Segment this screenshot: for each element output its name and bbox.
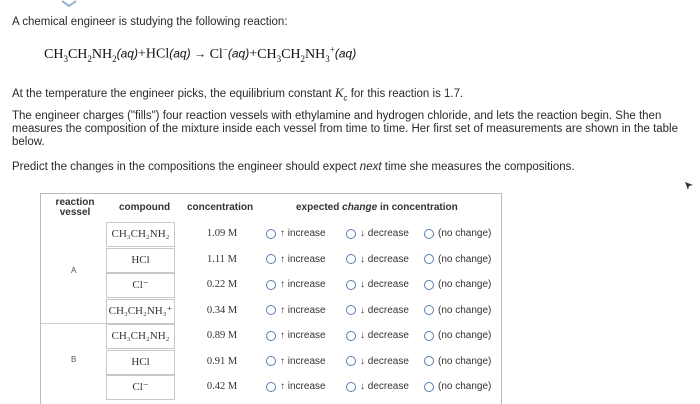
option-label: ↓ decrease	[360, 279, 409, 290]
equilibrium-constant-text: At the temperature the engineer picks, the equilibrium constant $K_c$ for this reaction is 1.7.	[12, 85, 464, 103]
radio-button[interactable]	[266, 356, 276, 366]
product-ethylammonium: $CH_3CH_2NH_3^+$	[257, 44, 335, 64]
radio-button[interactable]	[266, 280, 276, 290]
radio-button[interactable]	[266, 382, 276, 392]
option-label: (no change)	[438, 304, 492, 316]
reaction-equation: $CH_3CH_2NH_2(aq)+HCl(aq) \to Cl^-(aq)+CH_3CH_2NH_3^+(aq)$	[44, 44, 357, 64]
radio-button[interactable]	[346, 356, 356, 366]
concentration-value: 1.11 M	[207, 253, 237, 265]
vessel-label: A	[71, 266, 77, 275]
radio-button[interactable]	[424, 254, 434, 264]
radio-button[interactable]	[266, 254, 276, 264]
radio-button[interactable]	[346, 280, 356, 290]
radio-button[interactable]	[424, 382, 434, 392]
radio-button[interactable]	[346, 254, 356, 264]
option-label: ↓ decrease	[360, 381, 409, 392]
option-label: ↑ increase	[280, 253, 326, 265]
decrease-option[interactable]	[346, 305, 409, 316]
header-vessel: reaction vessel	[55, 197, 95, 218]
increase-option[interactable]	[266, 381, 326, 392]
vessel-divider	[41, 323, 106, 324]
cursor-icon	[684, 181, 694, 191]
no-change-option[interactable]	[424, 228, 491, 239]
header-concentration: concentration	[187, 202, 254, 213]
reactant-hcl: HCl	[145, 46, 170, 62]
concentration-value: 0.89 M	[206, 330, 238, 341]
header-expected-change: expected change in concentration	[296, 202, 458, 213]
decrease-option[interactable]	[346, 279, 409, 290]
no-change-option[interactable]	[424, 279, 491, 290]
concentration-value: 0.34 M	[206, 304, 238, 316]
compound-cell: CH₃CH₂NH₂	[106, 222, 175, 247]
option-label: ↑ increase	[280, 304, 326, 316]
option-label: ↑ increase	[280, 355, 326, 367]
option-label: (no change)	[438, 253, 492, 265]
decrease-option[interactable]	[346, 381, 409, 392]
option-label: ↓ decrease	[360, 355, 409, 367]
concentration-value: 0.42 M	[206, 381, 238, 392]
compound-cell: Cl⁻	[106, 375, 175, 400]
measurements-table	[40, 193, 502, 404]
radio-button[interactable]	[266, 229, 276, 239]
radio-button[interactable]	[424, 331, 434, 341]
radio-button[interactable]	[346, 305, 356, 315]
option-label: ↓ decrease	[360, 228, 409, 239]
option-label: ↑ increase	[280, 279, 326, 290]
increase-option[interactable]	[266, 279, 326, 290]
intro-text: A chemical engineer is studying the following reaction:	[12, 16, 288, 28]
compound-cell: CH₃CH₂NH₂	[106, 324, 175, 349]
option-label: ↑ increase	[280, 228, 326, 239]
vessel-label: B	[71, 355, 77, 365]
decrease-option[interactable]	[346, 254, 409, 265]
concentration-value: 0.91 M	[206, 355, 238, 367]
no-change-option[interactable]	[424, 381, 491, 392]
compound-cell: HCl	[106, 248, 175, 273]
increase-option[interactable]	[266, 330, 326, 341]
decrease-option[interactable]	[346, 228, 409, 239]
option-label: ↑ increase	[280, 330, 326, 341]
increase-option[interactable]	[266, 228, 326, 239]
reaction-arrow: →	[194, 46, 207, 61]
option-label: (no change)	[438, 355, 492, 367]
option-label: (no change)	[438, 228, 492, 239]
radio-button[interactable]	[424, 280, 434, 290]
no-change-option[interactable]	[424, 254, 491, 265]
increase-option[interactable]	[266, 356, 326, 367]
no-change-option[interactable]	[424, 356, 491, 367]
radio-button[interactable]	[266, 331, 276, 341]
option-label: (no change)	[438, 279, 492, 290]
radio-button[interactable]	[346, 382, 356, 392]
option-label: (no change)	[438, 330, 492, 341]
radio-button[interactable]	[346, 229, 356, 239]
option-label: ↓ decrease	[360, 253, 409, 265]
chevron-down-icon[interactable]	[60, 0, 78, 8]
option-label: ↓ decrease	[360, 304, 409, 316]
compound-cell: Cl⁻	[106, 273, 175, 298]
no-change-option[interactable]	[424, 305, 491, 316]
concentration-value: 1.09 M	[206, 228, 238, 239]
radio-button[interactable]	[346, 331, 356, 341]
prompt-text: Predict the changes in the compositions the engineer should expect next time she measures the compositions.	[12, 161, 575, 173]
header-compound: compound	[119, 202, 171, 213]
increase-option[interactable]	[266, 305, 326, 316]
reactant-ethylamine: $CH_3CH_2NH_2$	[44, 46, 117, 64]
radio-button[interactable]	[424, 305, 434, 315]
decrease-option[interactable]	[346, 356, 409, 367]
decrease-option[interactable]	[346, 330, 409, 341]
option-label: ↑ increase	[280, 381, 326, 392]
option-label: ↓ decrease	[360, 330, 409, 341]
compound-cell: HCl	[106, 350, 175, 375]
concentration-value: 0.22 M	[206, 279, 238, 290]
option-label: (no change)	[438, 381, 492, 392]
product-chloride: Cl−	[209, 44, 228, 62]
radio-button[interactable]	[424, 356, 434, 366]
compound-cell: CH₃CH₂NH₃⁺	[106, 299, 175, 324]
radio-button[interactable]	[424, 229, 434, 239]
radio-button[interactable]	[266, 305, 276, 315]
no-change-option[interactable]	[424, 330, 491, 341]
increase-option[interactable]	[266, 254, 326, 265]
procedure-paragraph: The engineer charges ("fills") four reaction vessels with ethylamine and hydrogen chloride, and lets the reaction begin. She then measures the composition of the mixture inside each vessel from time to time. Her first set of measurements are shown in the table below.	[12, 110, 679, 148]
